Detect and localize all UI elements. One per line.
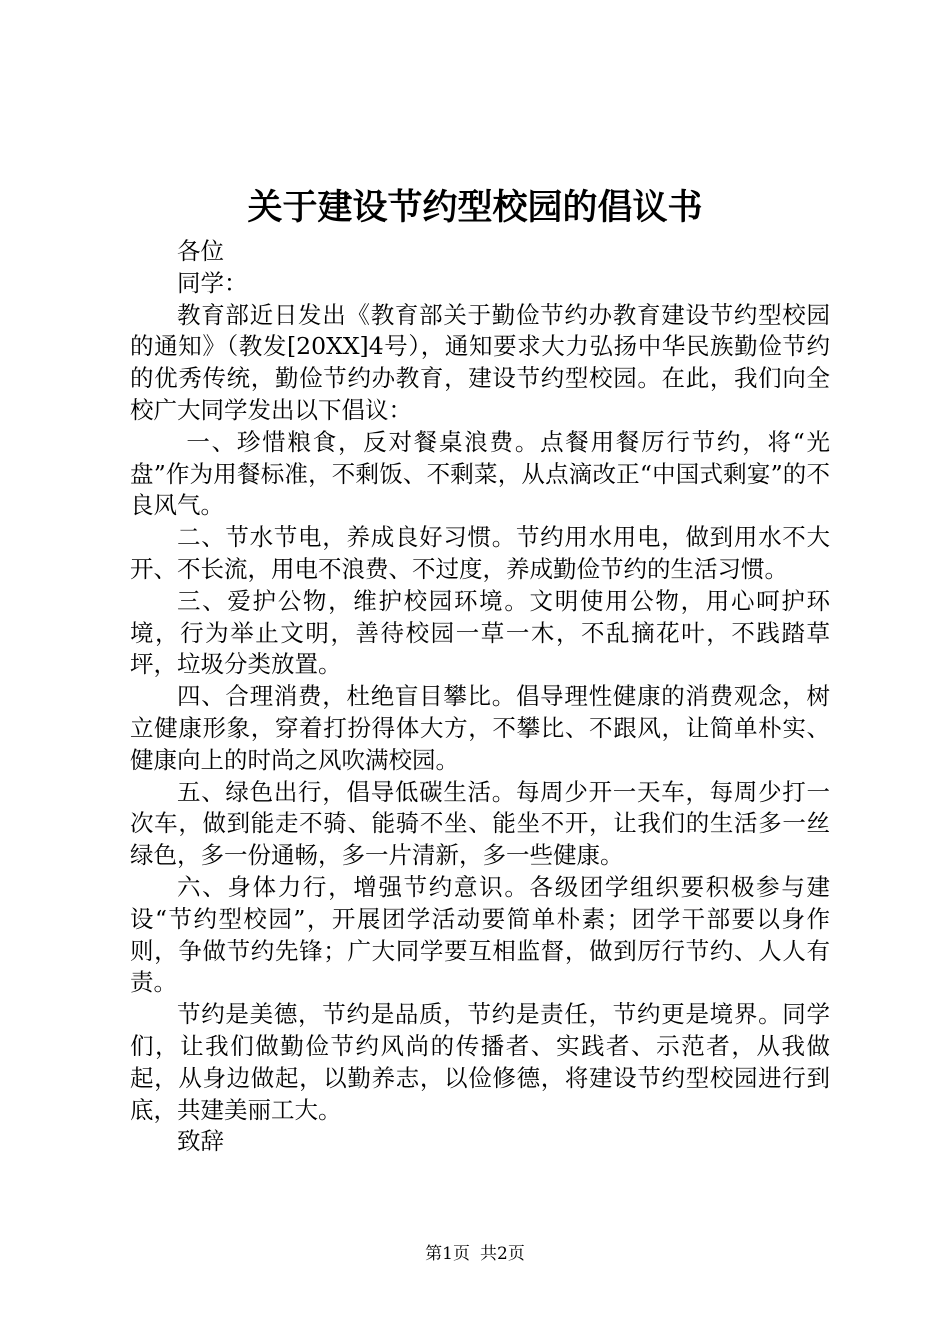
paragraph-item-5: 五、绿色出行，倡导低碳生活。每周少开一天车，每周少打一次车，做到能走不骑、能骑不坐、能坐不开，让我们的生活多一丝绿色，多一份通畅，多一片清新，多一些健康。 bbox=[130, 777, 830, 870]
document-title: 关于建设节约型校园的倡议书 bbox=[247, 187, 703, 228]
paragraph-conclusion: 节约是美德，节约是品质，节约是责任，节约更是境界。同学们，让我们做勤俭节约风尚的传播者、实践者、示范者，从我做起，从身边做起，以勤养志，以俭修德，将建设节约型校园进行到底，共建美丽工大。 bbox=[130, 1000, 830, 1124]
paragraph-item-1: 一、珍惜粮食，反对餐桌浪费。点餐用餐厉行节约，将“光盘”作为用餐标准，不剩饭、不剩菜，从点滴改正“中国式剩宴”的不良风气。 bbox=[130, 427, 830, 520]
closing-line: 致辞 bbox=[177, 1127, 224, 1156]
paragraph-item-6: 六、身体力行，增强节约意识。各级团学组织要积极参与建设“节约型校园”，开展团学活动要简单朴素；团学干部要以身作则，争做节约先锋；广大同学要互相监督，做到厉行节约、人人有责。 bbox=[130, 872, 830, 997]
salutation-line-1: 各位 bbox=[177, 237, 224, 265]
paragraph-item-3: 三、爱护公物，维护校园环境。文明使用公物，用心呵护环境，行为举止文明，善待校园一草一木，不乱摘花叶，不践踏草坪，垃圾分类放置。 bbox=[130, 586, 830, 679]
page-footer bbox=[0, 1242, 950, 1266]
page-number: 第1页 bbox=[425, 1244, 470, 1264]
page-total: 共2页 bbox=[480, 1244, 525, 1264]
paragraph-intro: 教育部近日发出《教育部关于勤俭节约办教育建设节约型校园的通知》（教发[20XX]4号），通知要求大力弘扬中华民族勤俭节约的优秀传统，勤俭节约办教育，建设节约型校园。在此，我们向全校广大同学发出以下倡议： bbox=[130, 300, 830, 424]
paragraph-item-4: 四、合理消费，杜绝盲目攀比。倡导理性健康的消费观念，树立健康形象，穿着打扮得体大方，不攀比、不跟风，让简单朴实、健康向上的时尚之风吹满校园。 bbox=[130, 682, 830, 774]
salutation-line-2: 同学： bbox=[177, 268, 248, 297]
document-body bbox=[130, 236, 830, 1158]
paragraph-item-2: 二、节水节电，养成良好习惯。节约用水用电，做到用水不大开、不长流，用电不浪费、不过度，养成勤俭节约的生活习惯。 bbox=[130, 523, 830, 583]
